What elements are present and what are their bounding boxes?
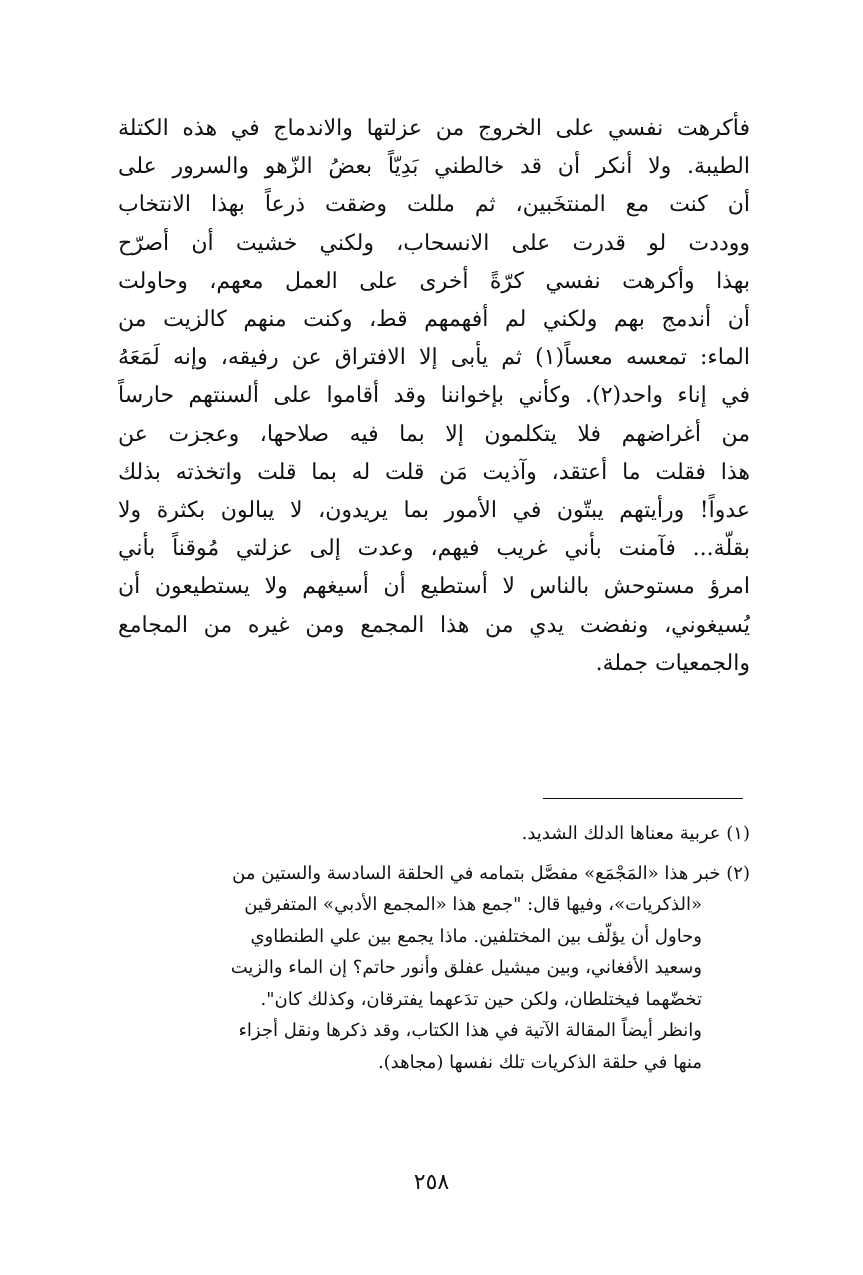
body-line: من أغراضهم فلا يتكلمون إلا بما فيه صلاحها، وعجزت عن — [118, 421, 750, 447]
footnote-line: (١) عربية معناها الدلك الشديد. — [521, 823, 750, 844]
footnote-line: «الذكريات»، وفيها قال: "جمع هذا «المجمع الأدبي» المتفرقين — [244, 894, 702, 915]
body-line: بهذا وأكرهت نفسي كرّةً أخرى على العمل معهم، وحاولت — [118, 268, 750, 294]
body-line: عدواً! ورأيتهم يبتّون في الأمور بما يريدون، لا يبالون بكثرة ولا — [118, 498, 750, 524]
footnote-line: وحاول أن يؤلّف بين المختلفين. ماذا يجمع بين علي الطنطاوي — [250, 925, 702, 947]
body-line: فأكرهت نفسي على الخروج من عزلتها والاندماج في هذه الكتلة — [118, 116, 750, 141]
footnote-line: وانظر أيضاً المقالة الآتية في هذا الكتاب، وقد ذكرها ونقل أجزاء — [238, 1020, 702, 1041]
body-line: الماء: تمعسه معساً(١) ثم يأبى إلا الافتراق عن رفيقه، وإنه لَمَعَهُ — [118, 345, 750, 371]
footnotes — [118, 818, 750, 1086]
body-line: ووددت لو قدرت على الانسحاب، ولكني خشيت أن أصرّح — [118, 230, 750, 256]
body-line: امرؤ مستوحش بالناس لا أستطيع أن أسيغهم ولا يستطيعون أن — [118, 574, 750, 600]
main-paragraph — [118, 110, 750, 683]
page-number: ٢٥٨ — [413, 1170, 450, 1195]
body-line: يُسيغوني، ونفضت يدي من هذا المجمع ومن غيره من المجامع — [118, 612, 750, 638]
footnote-1 — [118, 818, 750, 850]
footnote-line: منها في حلقة الذكريات تلك نفسها (مجاهد). — [377, 1051, 702, 1073]
footnote-line: (٢) خبر هذا «المَجْمَع» مفصَّل بتمامه في الحلقة السادسة والستين من — [232, 862, 750, 884]
body-line: بقلّة... فآمنت بأني غريب فيهم، وعدت إلى عزلتي مُوقناً بأني — [118, 536, 750, 562]
body-line: هذا فقلت ما أعتقد، وآذيت مَن قلت له بما قلت واتخذته بذلك — [118, 459, 750, 485]
body-line: أن كنت مع المنتخَبين، ثم مللت وضقت ذرعاً بهذا الانتخاب — [118, 192, 750, 218]
footnote-line: وسعيد الأفغاني، وبين ميشيل عفلق وأنور حاتم؟ إن الماء والزيت — [230, 957, 702, 978]
footnote-separator — [543, 798, 743, 799]
body-line: الطيبة. ولا أنكر أن قد خالطني بَدِيّاً بعضُ الزّهو والسرور على — [118, 154, 750, 180]
body-line: أن أندمج بهم ولكني لم أفهمهم قط، وكنت منهم كالزيت من — [118, 307, 750, 333]
footnote-2 — [118, 858, 750, 1079]
footnote-line: تخضّهما فيختلطان، ولكن حين تدَعهما يفترقان، وكذلك كان". — [260, 988, 702, 1010]
body-line: في إناء واحد(٢). وكأني بإخواننا وقد أقاموا على ألسنتهم حارساً — [118, 383, 750, 409]
body-line: والجمعيات جملة. — [595, 650, 750, 676]
